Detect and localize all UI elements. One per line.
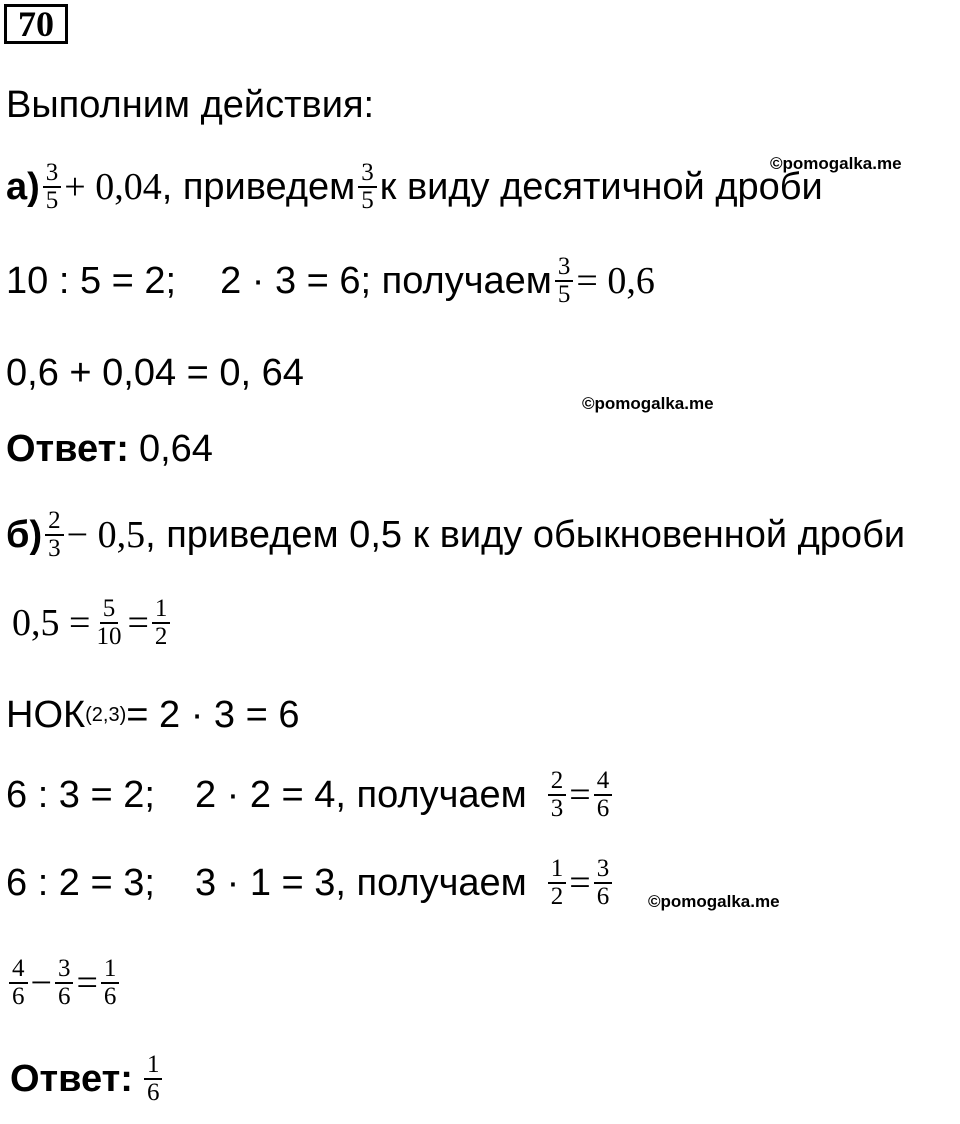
part-b-step1-a: 6 : 3 = 2; bbox=[6, 773, 155, 816]
part-b-answer-fraction: $\frac{1}{6}$ bbox=[144, 1052, 163, 1107]
part-a-sum-text: 0,6 + 0,04 = 0, 64 bbox=[6, 352, 304, 394]
part-a-label: а) bbox=[6, 165, 40, 208]
part-b-final-eq: = bbox=[76, 962, 98, 1005]
part-a-step-a: 10 : 5 = 2; bbox=[6, 259, 177, 302]
part-a-sum bbox=[6, 352, 304, 395]
part-a-expr: + 0,04 bbox=[64, 166, 162, 209]
part-b-step2-frac1: $\frac{1}{2}$ bbox=[548, 856, 567, 911]
part-a-fraction-2: $\frac{3}{5}$ bbox=[358, 160, 377, 215]
part-b-lcm-rhs: = 2 · 3 = 6 bbox=[126, 694, 300, 736]
part-b-label: б) bbox=[6, 513, 43, 556]
part-b-expr: − 0,5 bbox=[66, 514, 146, 557]
part-a-answer bbox=[6, 428, 213, 471]
part-a-step bbox=[6, 254, 655, 309]
part-a-fraction: $\frac{3}{5}$ bbox=[43, 160, 62, 215]
part-b-final-frac1: $\frac{4}{6}$ bbox=[9, 956, 28, 1011]
part-b-text1: , приведем 0,5 к виду обыкновенной дроби bbox=[145, 513, 906, 556]
part-b-step2-a: 6 : 2 = 3; bbox=[6, 861, 155, 904]
part-b-fraction: $\frac{2}{3}$ bbox=[45, 508, 64, 563]
part-b-conv-frac2: $\frac{1}{2}$ bbox=[152, 596, 171, 651]
watermark-3: ©pomogalka.me bbox=[648, 892, 780, 911]
part-a-step-fraction: $\frac{3}{5}$ bbox=[555, 254, 574, 309]
part-b-lcm-lhs: НОК bbox=[6, 694, 86, 736]
part-a-problem bbox=[6, 160, 823, 215]
part-b-conv-lhs: 0,5 = bbox=[12, 602, 91, 645]
part-b-conversion bbox=[12, 596, 173, 651]
part-b-answer bbox=[10, 1052, 165, 1107]
part-b-step1-b: 2 · 2 = 4, получаем bbox=[194, 773, 527, 816]
part-b-answer-label: Ответ: bbox=[10, 1057, 133, 1100]
part-b-step2-b: 3 · 1 = 3, получаем bbox=[194, 861, 527, 904]
watermark-1: ©pomogalka.me bbox=[770, 154, 902, 173]
part-b-final bbox=[6, 956, 122, 1011]
part-b-final-minus: − bbox=[30, 962, 52, 1005]
task-number: 70 bbox=[4, 4, 68, 44]
part-b-problem bbox=[6, 508, 905, 563]
part-b-step1-frac2: $\frac{4}{6}$ bbox=[594, 768, 613, 823]
part-b-final-frac2: $\frac{3}{6}$ bbox=[55, 956, 74, 1011]
part-a-step-b: 2 · 3 = 6; получаем bbox=[220, 259, 552, 302]
watermark-2: ©pomogalka.me bbox=[582, 394, 714, 413]
part-a-text2: к виду десятичной дроби bbox=[379, 165, 823, 208]
intro-text bbox=[6, 84, 374, 127]
part-b-lcm bbox=[6, 694, 300, 737]
part-a-text1: , приведем bbox=[161, 165, 356, 208]
part-b-final-frac3: $\frac{1}{6}$ bbox=[101, 956, 120, 1011]
part-b-lcm-sub: (2,3) bbox=[85, 704, 127, 726]
part-b-step1: 6 : 3 = 2; 2 · 2 = 4, получаем $\frac{2}{3}$ = $\frac{4}{6}$ bbox=[6, 768, 615, 823]
part-b-conv-eq: = bbox=[127, 602, 149, 645]
part-b-conv-frac1: $\frac{5}{10}$ bbox=[96, 595, 122, 651]
part-b-step2: 6 : 2 = 3; 3 · 1 = 3, получаем $\frac{1}{2}$ = $\frac{3}{6}$ bbox=[6, 856, 615, 911]
part-b-step1-frac1: $\frac{2}{3}$ bbox=[548, 768, 567, 823]
part-a-answer-label: Ответ: bbox=[6, 428, 129, 470]
part-a-step-result: = 0,6 bbox=[576, 260, 655, 303]
part-a-answer-value: 0,64 bbox=[138, 428, 213, 470]
intro-label: Выполним действия: bbox=[6, 84, 375, 126]
part-b-step2-frac2: $\frac{3}{6}$ bbox=[594, 856, 613, 911]
